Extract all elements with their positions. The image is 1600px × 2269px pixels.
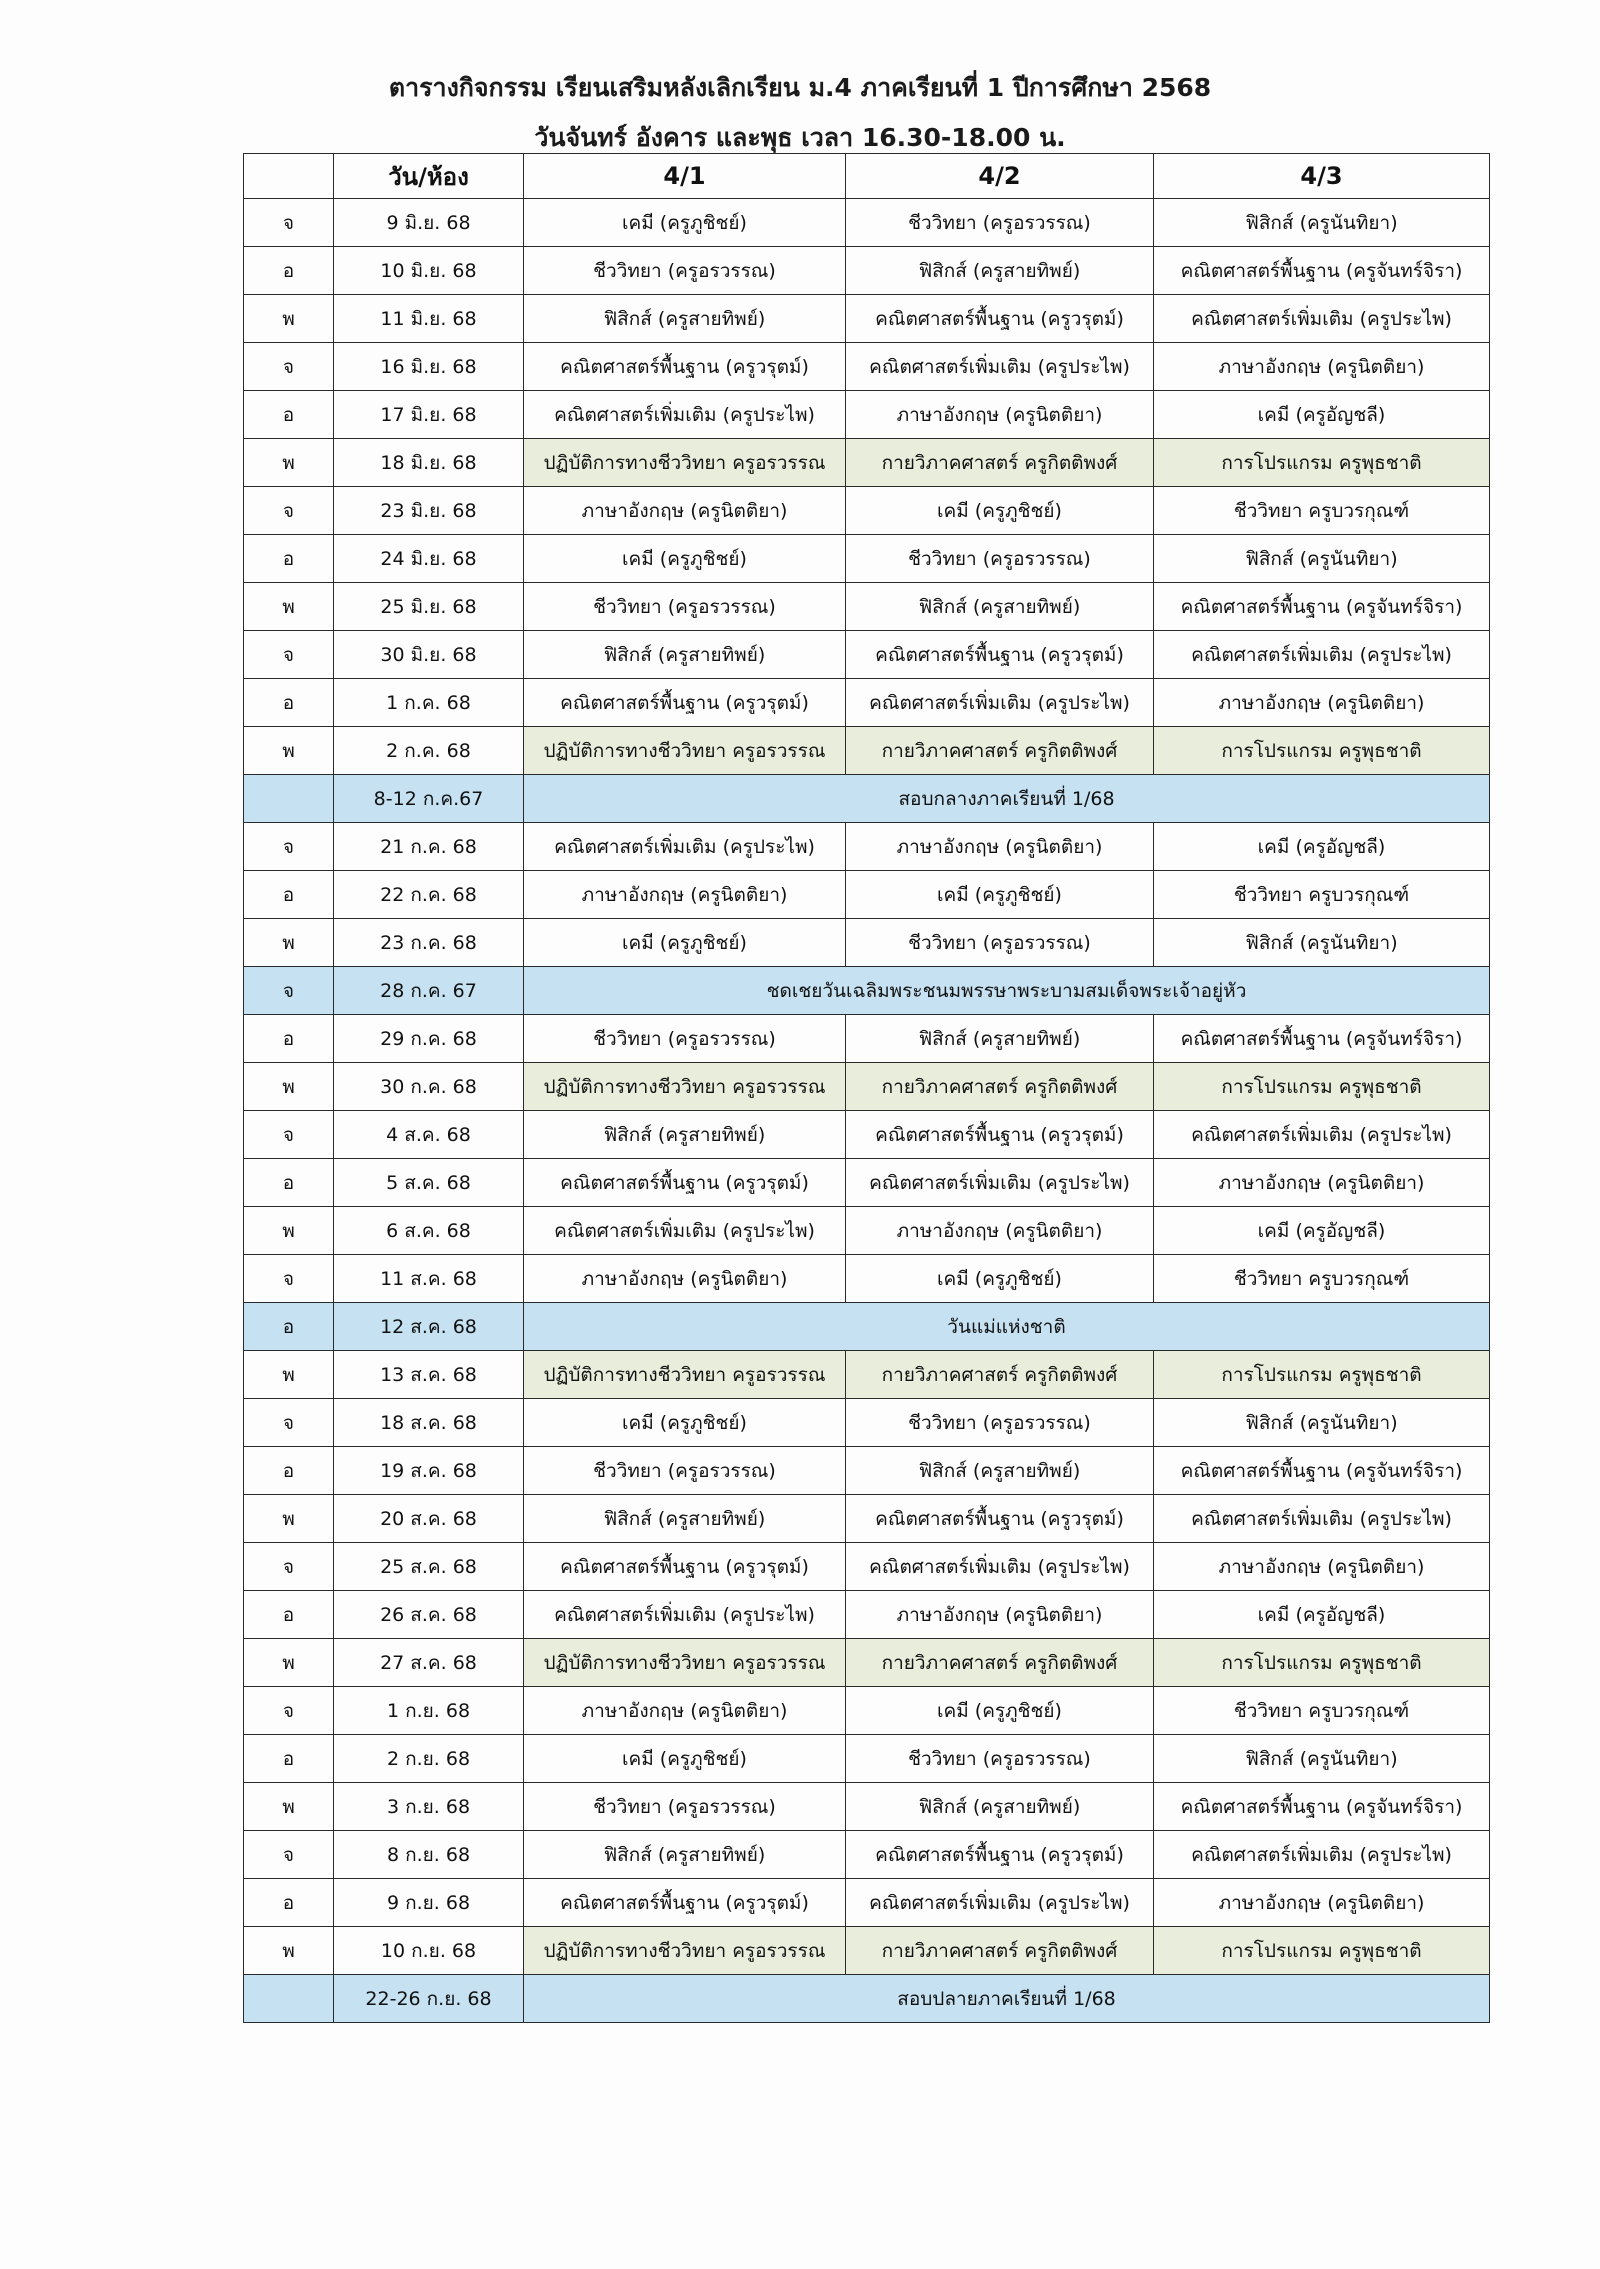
class-4-2-cell: กายวิภาคศาสตร์ ครูกิตติพงศ์ — [846, 439, 1154, 487]
class-4-2-cell: เคมี (ครูภูชิชย์) — [846, 1255, 1154, 1303]
table-row — [244, 1303, 1490, 1351]
class-4-1-cell: ชีววิทยา (ครูอรวรรณ) — [524, 1015, 846, 1063]
class-4-3-cell: เคมี (ครูอัญชลี) — [1154, 1591, 1490, 1639]
table-row — [244, 247, 1490, 295]
class-4-2-cell: ภาษาอังกฤษ (ครูนิตติยา) — [846, 1591, 1154, 1639]
table-header-row — [244, 154, 1490, 199]
class-4-1-cell: เคมี (ครูภูชิชย์) — [524, 535, 846, 583]
table-row — [244, 1975, 1490, 2023]
table-row — [244, 487, 1490, 535]
day-cell: พ — [244, 583, 334, 631]
table-row — [244, 823, 1490, 871]
class-4-1-cell: คณิตศาสตร์พื้นฐาน (ครูวรุตม์) — [524, 343, 846, 391]
class-4-3-cell: คณิตศาสตร์พื้นฐาน (ครูจันทร์จิรา) — [1154, 1015, 1490, 1063]
day-cell: จ — [244, 1255, 334, 1303]
day-cell: อ — [244, 871, 334, 919]
table-row — [244, 919, 1490, 967]
class-4-2-cell: กายวิภาคศาสตร์ ครูกิตติพงศ์ — [846, 1927, 1154, 1975]
class-4-1-cell: ภาษาอังกฤษ (ครูนิตติยา) — [524, 487, 846, 535]
table-row — [244, 1063, 1490, 1111]
table-row — [244, 343, 1490, 391]
day-cell: อ — [244, 1879, 334, 1927]
day-cell: จ — [244, 487, 334, 535]
date-cell: 26 ส.ค. 68 — [334, 1591, 524, 1639]
table-row — [244, 1543, 1490, 1591]
class-4-3-cell: ชีววิทยา ครูบวรกุณฑ์ — [1154, 1255, 1490, 1303]
date-cell: 23 ก.ค. 68 — [334, 919, 524, 967]
class-4-3-cell: ชีววิทยา ครูบวรกุณฑ์ — [1154, 871, 1490, 919]
header-class-4-2: 4/2 — [846, 154, 1154, 199]
note-cell: วันแม่แห่งชาติ — [524, 1303, 1490, 1351]
class-4-3-cell: ฟิสิกส์ (ครูนันทิยา) — [1154, 919, 1490, 967]
date-cell: 25 มิ.ย. 68 — [334, 583, 524, 631]
class-4-3-cell: การโปรแกรม ครูพุธชาติ — [1154, 727, 1490, 775]
header-class-4-3: 4/3 — [1154, 154, 1490, 199]
day-cell: อ — [244, 391, 334, 439]
class-4-3-cell: การโปรแกรม ครูพุธชาติ — [1154, 1927, 1490, 1975]
day-cell: อ — [244, 1735, 334, 1783]
class-4-2-cell: ชีววิทยา (ครูอรวรรณ) — [846, 535, 1154, 583]
class-4-1-cell: คณิตศาสตร์พื้นฐาน (ครูวรุตม์) — [524, 1159, 846, 1207]
day-cell: พ — [244, 1783, 334, 1831]
day-cell: พ — [244, 727, 334, 775]
date-cell: 22 ก.ค. 68 — [334, 871, 524, 919]
class-4-2-cell: กายวิภาคศาสตร์ ครูกิตติพงศ์ — [846, 1639, 1154, 1687]
class-4-1-cell: คณิตศาสตร์พื้นฐาน (ครูวรุตม์) — [524, 1879, 846, 1927]
table-row — [244, 1255, 1490, 1303]
class-4-3-cell: ชีววิทยา ครูบวรกุณฑ์ — [1154, 1687, 1490, 1735]
date-cell: 13 ส.ค. 68 — [334, 1351, 524, 1399]
class-4-2-cell: ชีววิทยา (ครูอรวรรณ) — [846, 199, 1154, 247]
class-4-3-cell: คณิตศาสตร์พื้นฐาน (ครูจันทร์จิรา) — [1154, 1783, 1490, 1831]
table-row — [244, 1495, 1490, 1543]
date-cell: 2 ก.ย. 68 — [334, 1735, 524, 1783]
date-cell: 9 ก.ย. 68 — [334, 1879, 524, 1927]
date-cell: 10 ก.ย. 68 — [334, 1927, 524, 1975]
day-cell: จ — [244, 631, 334, 679]
table-row — [244, 1207, 1490, 1255]
class-4-1-cell: ปฏิบัติการทางชีววิทยา ครูอรวรรณ — [524, 1351, 846, 1399]
day-cell: จ — [244, 1831, 334, 1879]
class-4-1-cell: คณิตศาสตร์พื้นฐาน (ครูวรุตม์) — [524, 679, 846, 727]
class-4-2-cell: ฟิสิกส์ (ครูสายทิพย์) — [846, 247, 1154, 295]
class-4-2-cell: คณิตศาสตร์เพิ่มเติม (ครูประไพ) — [846, 1543, 1154, 1591]
table-row — [244, 967, 1490, 1015]
date-cell: 10 มิ.ย. 68 — [334, 247, 524, 295]
header-date: วัน/ห้อง — [334, 154, 524, 199]
table-row — [244, 631, 1490, 679]
day-cell: จ — [244, 343, 334, 391]
date-cell: 27 ส.ค. 68 — [334, 1639, 524, 1687]
class-4-2-cell: คณิตศาสตร์เพิ่มเติม (ครูประไพ) — [846, 1159, 1154, 1207]
class-4-1-cell: คณิตศาสตร์เพิ่มเติม (ครูประไพ) — [524, 391, 846, 439]
class-4-2-cell: คณิตศาสตร์พื้นฐาน (ครูวรุตม์) — [846, 631, 1154, 679]
date-cell: 18 ส.ค. 68 — [334, 1399, 524, 1447]
class-4-3-cell: ฟิสิกส์ (ครูนันทิยา) — [1154, 1399, 1490, 1447]
table-row — [244, 391, 1490, 439]
day-cell: จ — [244, 823, 334, 871]
class-4-2-cell: กายวิภาคศาสตร์ ครูกิตติพงศ์ — [846, 727, 1154, 775]
date-cell: 8 ก.ย. 68 — [334, 1831, 524, 1879]
class-4-1-cell: ชีววิทยา (ครูอรวรรณ) — [524, 583, 846, 631]
class-4-2-cell: ฟิสิกส์ (ครูสายทิพย์) — [846, 1015, 1154, 1063]
class-4-2-cell: เคมี (ครูภูชิชย์) — [846, 1687, 1154, 1735]
table-row — [244, 1783, 1490, 1831]
class-4-2-cell: คณิตศาสตร์เพิ่มเติม (ครูประไพ) — [846, 1879, 1154, 1927]
date-cell: 29 ก.ค. 68 — [334, 1015, 524, 1063]
class-4-2-cell: ภาษาอังกฤษ (ครูนิตติยา) — [846, 1207, 1154, 1255]
class-4-1-cell: คณิตศาสตร์เพิ่มเติม (ครูประไพ) — [524, 1591, 846, 1639]
date-cell: 12 ส.ค. 68 — [334, 1303, 524, 1351]
date-cell: 1 ก.ค. 68 — [334, 679, 524, 727]
date-cell: 5 ส.ค. 68 — [334, 1159, 524, 1207]
class-4-3-cell: คณิตศาสตร์เพิ่มเติม (ครูประไพ) — [1154, 295, 1490, 343]
class-4-3-cell: เคมี (ครูอัญชลี) — [1154, 391, 1490, 439]
day-cell: พ — [244, 1351, 334, 1399]
date-cell: 4 ส.ค. 68 — [334, 1111, 524, 1159]
date-cell: 3 ก.ย. 68 — [334, 1783, 524, 1831]
date-cell: 11 ส.ค. 68 — [334, 1255, 524, 1303]
day-cell: พ — [244, 1207, 334, 1255]
class-4-3-cell: คณิตศาสตร์พื้นฐาน (ครูจันทร์จิรา) — [1154, 247, 1490, 295]
class-4-1-cell: ปฏิบัติการทางชีววิทยา ครูอรวรรณ — [524, 727, 846, 775]
class-4-3-cell: คณิตศาสตร์เพิ่มเติม (ครูประไพ) — [1154, 1111, 1490, 1159]
day-cell — [244, 775, 334, 823]
date-cell: 1 ก.ย. 68 — [334, 1687, 524, 1735]
table-row — [244, 1927, 1490, 1975]
day-cell: จ — [244, 967, 334, 1015]
class-4-3-cell: คณิตศาสตร์พื้นฐาน (ครูจันทร์จิรา) — [1154, 583, 1490, 631]
class-4-2-cell: เคมี (ครูภูชิชย์) — [846, 871, 1154, 919]
header-class-4-1: 4/1 — [524, 154, 846, 199]
table-row — [244, 535, 1490, 583]
class-4-3-cell: คณิตศาสตร์พื้นฐาน (ครูจันทร์จิรา) — [1154, 1447, 1490, 1495]
class-4-1-cell: ภาษาอังกฤษ (ครูนิตติยา) — [524, 871, 846, 919]
date-cell: 2 ก.ค. 68 — [334, 727, 524, 775]
day-cell: อ — [244, 1303, 334, 1351]
date-cell: 18 มิ.ย. 68 — [334, 439, 524, 487]
day-cell: พ — [244, 1927, 334, 1975]
class-4-1-cell: ชีววิทยา (ครูอรวรรณ) — [524, 1783, 846, 1831]
class-4-1-cell: ภาษาอังกฤษ (ครูนิตติยา) — [524, 1255, 846, 1303]
day-cell: จ — [244, 1687, 334, 1735]
table-row — [244, 1831, 1490, 1879]
date-cell: 28 ก.ค. 67 — [334, 967, 524, 1015]
class-4-1-cell: เคมี (ครูภูชิชย์) — [524, 1399, 846, 1447]
day-cell: พ — [244, 1495, 334, 1543]
class-4-1-cell: เคมี (ครูภูชิชย์) — [524, 919, 846, 967]
day-cell: อ — [244, 1591, 334, 1639]
class-4-3-cell: คณิตศาสตร์เพิ่มเติม (ครูประไพ) — [1154, 631, 1490, 679]
class-4-1-cell: คณิตศาสตร์พื้นฐาน (ครูวรุตม์) — [524, 1543, 846, 1591]
class-4-3-cell: ภาษาอังกฤษ (ครูนิตติยา) — [1154, 679, 1490, 727]
date-cell: 30 ก.ค. 68 — [334, 1063, 524, 1111]
class-4-3-cell: ฟิสิกส์ (ครูนันทิยา) — [1154, 199, 1490, 247]
class-4-1-cell: ชีววิทยา (ครูอรวรรณ) — [524, 1447, 846, 1495]
class-4-2-cell: ภาษาอังกฤษ (ครูนิตติยา) — [846, 823, 1154, 871]
document-subtitle: วันจันทร์ อังคาร และพุธ เวลา 16.30-18.00 น. — [534, 123, 1066, 152]
class-4-1-cell: ฟิสิกส์ (ครูสายทิพย์) — [524, 1111, 846, 1159]
class-4-1-cell: ภาษาอังกฤษ (ครูนิตติยา) — [524, 1687, 846, 1735]
class-4-1-cell: ปฏิบัติการทางชีววิทยา ครูอรวรรณ — [524, 1063, 846, 1111]
note-cell: สอบปลายภาคเรียนที่ 1/68 — [524, 1975, 1490, 2023]
class-4-2-cell: กายวิภาคศาสตร์ ครูกิตติพงศ์ — [846, 1063, 1154, 1111]
date-cell: 25 ส.ค. 68 — [334, 1543, 524, 1591]
class-4-2-cell: ฟิสิกส์ (ครูสายทิพย์) — [846, 1447, 1154, 1495]
table-row — [244, 295, 1490, 343]
class-4-3-cell: เคมี (ครูอัญชลี) — [1154, 823, 1490, 871]
date-cell: 6 ส.ค. 68 — [334, 1207, 524, 1255]
table-row — [244, 1015, 1490, 1063]
day-cell: จ — [244, 199, 334, 247]
date-cell: 24 มิ.ย. 68 — [334, 535, 524, 583]
table-row — [244, 1591, 1490, 1639]
day-cell: จ — [244, 1111, 334, 1159]
day-cell: อ — [244, 247, 334, 295]
day-cell: พ — [244, 1063, 334, 1111]
date-cell: 16 มิ.ย. 68 — [334, 343, 524, 391]
day-cell: อ — [244, 1447, 334, 1495]
table-row — [244, 583, 1490, 631]
table-row — [244, 775, 1490, 823]
day-cell: พ — [244, 1639, 334, 1687]
class-4-2-cell: คณิตศาสตร์พื้นฐาน (ครูวรุตม์) — [846, 1495, 1154, 1543]
class-4-2-cell: ชีววิทยา (ครูอรวรรณ) — [846, 919, 1154, 967]
table-row — [244, 439, 1490, 487]
class-4-3-cell: การโปรแกรม ครูพุธชาติ — [1154, 439, 1490, 487]
class-4-3-cell: ภาษาอังกฤษ (ครูนิตติยา) — [1154, 1159, 1490, 1207]
class-4-3-cell: ภาษาอังกฤษ (ครูนิตติยา) — [1154, 1879, 1490, 1927]
table-row — [244, 1639, 1490, 1687]
day-cell: อ — [244, 679, 334, 727]
date-cell: 20 ส.ค. 68 — [334, 1495, 524, 1543]
table-row — [244, 727, 1490, 775]
day-cell — [244, 1975, 334, 2023]
date-cell: 17 มิ.ย. 68 — [334, 391, 524, 439]
table-row — [244, 1351, 1490, 1399]
class-4-3-cell: คณิตศาสตร์เพิ่มเติม (ครูประไพ) — [1154, 1831, 1490, 1879]
table-row — [244, 1879, 1490, 1927]
class-4-1-cell: ฟิสิกส์ (ครูสายทิพย์) — [524, 1495, 846, 1543]
class-4-2-cell: เคมี (ครูภูชิชย์) — [846, 487, 1154, 535]
class-4-2-cell: ฟิสิกส์ (ครูสายทิพย์) — [846, 1783, 1154, 1831]
document-title: ตารางกิจกรรม เรียนเสริมหลังเลิกเรียน ม.4 ภาคเรียนที่ 1 ปีการศึกษา 2568 — [388, 73, 1212, 102]
table-row — [244, 679, 1490, 727]
class-4-1-cell: ชีววิทยา (ครูอรวรรณ) — [524, 247, 846, 295]
date-cell: 11 มิ.ย. 68 — [334, 295, 524, 343]
class-4-1-cell: เคมี (ครูภูชิชย์) — [524, 1735, 846, 1783]
day-cell: จ — [244, 1399, 334, 1447]
date-cell: 30 มิ.ย. 68 — [334, 631, 524, 679]
date-cell: 8-12 ก.ค.67 — [334, 775, 524, 823]
day-cell: อ — [244, 1159, 334, 1207]
class-4-1-cell: ปฏิบัติการทางชีววิทยา ครูอรวรรณ — [524, 1927, 846, 1975]
class-4-2-cell: คณิตศาสตร์พื้นฐาน (ครูวรุตม์) — [846, 1111, 1154, 1159]
date-cell: 21 ก.ค. 68 — [334, 823, 524, 871]
table-row — [244, 199, 1490, 247]
class-4-3-cell: ชีววิทยา ครูบวรกุณฑ์ — [1154, 487, 1490, 535]
note-cell: ชดเชยวันเฉลิมพระชนมพรรษาพระบามสมเด็จพระเจ้าอยู่หัว — [524, 967, 1490, 1015]
table-row — [244, 1399, 1490, 1447]
class-4-2-cell: คณิตศาสตร์พื้นฐาน (ครูวรุตม์) — [846, 1831, 1154, 1879]
class-4-3-cell: ฟิสิกส์ (ครูนันทิยา) — [1154, 535, 1490, 583]
class-4-3-cell: การโปรแกรม ครูพุธชาติ — [1154, 1639, 1490, 1687]
class-4-3-cell: การโปรแกรม ครูพุธชาติ — [1154, 1063, 1490, 1111]
class-4-1-cell: ปฏิบัติการทางชีววิทยา ครูอรวรรณ — [524, 439, 846, 487]
table-row — [244, 1447, 1490, 1495]
day-cell: อ — [244, 1015, 334, 1063]
class-4-3-cell: ภาษาอังกฤษ (ครูนิตติยา) — [1154, 343, 1490, 391]
date-cell: 22-26 ก.ย. 68 — [334, 1975, 524, 2023]
class-4-2-cell: คณิตศาสตร์เพิ่มเติม (ครูประไพ) — [846, 679, 1154, 727]
class-4-1-cell: คณิตศาสตร์เพิ่มเติม (ครูประไพ) — [524, 1207, 846, 1255]
class-4-2-cell: ชีววิทยา (ครูอรวรรณ) — [846, 1399, 1154, 1447]
class-4-2-cell: ฟิสิกส์ (ครูสายทิพย์) — [846, 583, 1154, 631]
class-4-2-cell: คณิตศาสตร์เพิ่มเติม (ครูประไพ) — [846, 343, 1154, 391]
class-4-1-cell: ฟิสิกส์ (ครูสายทิพย์) — [524, 631, 846, 679]
table-row — [244, 1687, 1490, 1735]
table-row — [244, 871, 1490, 919]
date-cell: 19 ส.ค. 68 — [334, 1447, 524, 1495]
schedule-table — [243, 153, 1490, 2023]
class-4-1-cell: ปฏิบัติการทางชีววิทยา ครูอรวรรณ — [524, 1639, 846, 1687]
table-row — [244, 1159, 1490, 1207]
day-cell: จ — [244, 1543, 334, 1591]
class-4-2-cell: ภาษาอังกฤษ (ครูนิตติยา) — [846, 391, 1154, 439]
class-4-2-cell: คณิตศาสตร์พื้นฐาน (ครูวรุตม์) — [846, 295, 1154, 343]
class-4-1-cell: คณิตศาสตร์เพิ่มเติม (ครูประไพ) — [524, 823, 846, 871]
class-4-1-cell: ฟิสิกส์ (ครูสายทิพย์) — [524, 295, 846, 343]
day-cell: อ — [244, 535, 334, 583]
class-4-3-cell: ภาษาอังกฤษ (ครูนิตติยา) — [1154, 1543, 1490, 1591]
class-4-2-cell: กายวิภาคศาสตร์ ครูกิตติพงศ์ — [846, 1351, 1154, 1399]
day-cell: พ — [244, 295, 334, 343]
table-row — [244, 1111, 1490, 1159]
class-4-1-cell: เคมี (ครูภูชิชย์) — [524, 199, 846, 247]
class-4-3-cell: การโปรแกรม ครูพุธชาติ — [1154, 1351, 1490, 1399]
date-cell: 23 มิ.ย. 68 — [334, 487, 524, 535]
class-4-3-cell: ฟิสิกส์ (ครูนันทิยา) — [1154, 1735, 1490, 1783]
day-cell: พ — [244, 439, 334, 487]
schedule-body — [244, 199, 1490, 2023]
class-4-1-cell: ฟิสิกส์ (ครูสายทิพย์) — [524, 1831, 846, 1879]
class-4-3-cell: คณิตศาสตร์เพิ่มเติม (ครูประไพ) — [1154, 1495, 1490, 1543]
day-cell: พ — [244, 919, 334, 967]
class-4-2-cell: ชีววิทยา (ครูอรวรรณ) — [846, 1735, 1154, 1783]
table-row — [244, 1735, 1490, 1783]
date-cell: 9 มิ.ย. 68 — [334, 199, 524, 247]
class-4-3-cell: เคมี (ครูอัญชลี) — [1154, 1207, 1490, 1255]
note-cell: สอบกลางภาคเรียนที่ 1/68 — [524, 775, 1490, 823]
header-day — [244, 154, 334, 199]
